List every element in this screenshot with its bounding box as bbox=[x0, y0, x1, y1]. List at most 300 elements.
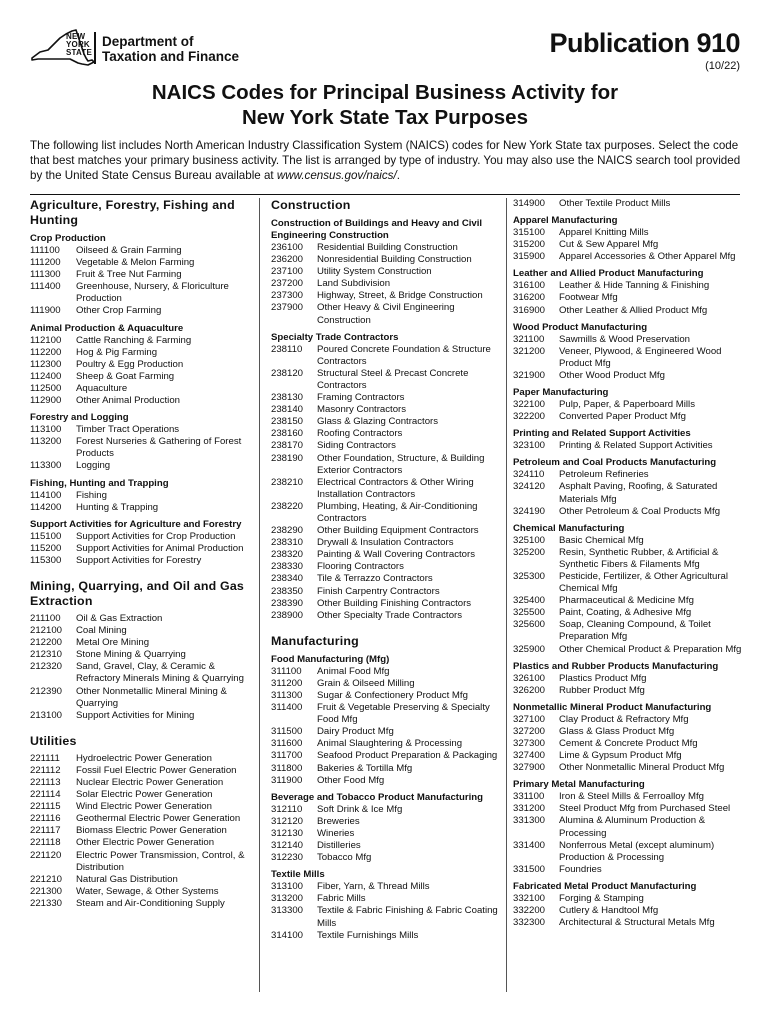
naics-row bbox=[271, 561, 499, 573]
naics-description: Distilleries bbox=[317, 840, 361, 852]
naics-row bbox=[513, 685, 745, 697]
naics-row bbox=[30, 269, 252, 281]
subsector-heading: Wood Product Manufacturing bbox=[513, 321, 648, 333]
naics-code: 311400 bbox=[271, 702, 303, 714]
subsector-heading: Primary Metal Manufacturing bbox=[513, 779, 645, 791]
naics-description: Other Crop Farming bbox=[76, 305, 162, 317]
naics-code: 211100 bbox=[30, 612, 61, 624]
naics-code: 325900 bbox=[513, 643, 546, 655]
naics-code: 237900 bbox=[271, 302, 304, 314]
naics-description: Aquaculture bbox=[76, 382, 128, 394]
naics-description: Textile Furnishings Mills bbox=[317, 929, 419, 941]
naics-code: 325500 bbox=[513, 607, 546, 619]
naics-row bbox=[513, 440, 745, 452]
naics-code: 324190 bbox=[513, 505, 546, 517]
naics-row bbox=[513, 905, 745, 917]
naics-code: 311900 bbox=[271, 774, 303, 786]
naics-row bbox=[30, 555, 252, 567]
naics-row bbox=[271, 678, 499, 690]
naics-row bbox=[513, 198, 745, 210]
naics-code: 322100 bbox=[513, 399, 546, 411]
naics-description: Fiber, Yarn, & Thread Mills bbox=[317, 881, 430, 893]
naics-row bbox=[30, 753, 252, 765]
naics-description: Iron & Steel Mills & Ferroalloy Mfg bbox=[559, 791, 705, 803]
naics-code: 238150 bbox=[271, 416, 304, 428]
naics-description: Converted Paper Product Mfg bbox=[559, 411, 686, 423]
naics-description: Glass & Glass Product Mfg bbox=[559, 725, 675, 737]
naics-description: Petroleum Refineries bbox=[559, 469, 649, 481]
naics-code: 113200 bbox=[30, 436, 62, 448]
naics-description: Pesticide, Fertilizer, & Other Agricultural Chemical Mfg bbox=[559, 570, 729, 595]
naics-row bbox=[30, 613, 252, 625]
naics-row bbox=[513, 714, 745, 726]
naics-row bbox=[30, 436, 252, 460]
naics-code: 112400 bbox=[30, 370, 62, 382]
naics-description: Other Nonmetallic Mineral Product Mfg bbox=[559, 762, 725, 774]
naics-code: 113100 bbox=[30, 424, 62, 436]
naics-description: Other Leather & Allied Product Mfg bbox=[559, 304, 708, 316]
naics-row bbox=[513, 411, 745, 423]
subsector-heading: Leather and Allied Product Manufacturing bbox=[513, 268, 704, 280]
naics-row bbox=[271, 453, 499, 477]
naics-description: Residential Building Construction bbox=[317, 242, 458, 253]
naics-code: 326200 bbox=[513, 684, 546, 696]
naics-description: Basic Chemical Mfg bbox=[559, 534, 644, 546]
naics-description: Pulp, Paper, & Paperboard Mills bbox=[559, 399, 695, 411]
naics-code: 313100 bbox=[271, 881, 304, 893]
naics-row bbox=[513, 840, 745, 864]
naics-row bbox=[271, 404, 499, 416]
naics-row bbox=[513, 893, 745, 905]
naics-code: 311700 bbox=[271, 750, 303, 762]
naics-row bbox=[30, 710, 252, 722]
naics-row bbox=[271, 763, 499, 775]
naics-code: 326100 bbox=[513, 672, 546, 684]
naics-code: 237200 bbox=[271, 278, 304, 290]
naics-description: Wineries bbox=[317, 827, 355, 839]
naics-description: Sugar & Confectionery Product Mfg bbox=[317, 690, 468, 701]
naics-description: Hog & Pig Farming bbox=[76, 346, 158, 358]
naics-code: 238350 bbox=[271, 585, 304, 597]
naics-row bbox=[271, 893, 499, 905]
naics-description: Other Food Mfg bbox=[317, 774, 385, 786]
naics-description: Oil & Gas Extraction bbox=[76, 612, 163, 624]
naics-code: 331500 bbox=[513, 863, 546, 875]
naics-row bbox=[271, 477, 499, 501]
naics-row bbox=[271, 702, 499, 726]
naics-description: Foundries bbox=[559, 863, 602, 875]
naics-row bbox=[513, 917, 745, 929]
naics-row bbox=[271, 586, 499, 598]
naics-code: 221114 bbox=[30, 789, 61, 801]
naics-description: Soap, Cleaning Compound, & Toilet Preparation Mfg bbox=[559, 619, 711, 643]
naics-description: Other Textile Product Mills bbox=[559, 198, 671, 209]
naics-description: Clay Product & Refractory Mfg bbox=[559, 713, 689, 725]
naics-row bbox=[271, 278, 499, 290]
naics-description: Cattle Ranching & Farming bbox=[76, 334, 192, 346]
naics-code: 238140 bbox=[271, 404, 304, 416]
naics-code: 315200 bbox=[513, 239, 546, 251]
section-spacer bbox=[30, 722, 252, 734]
naics-code: 311200 bbox=[271, 677, 303, 689]
naics-description: Fossil Fuel Electric Power Generation bbox=[76, 764, 237, 776]
naics-code: 111400 bbox=[30, 281, 61, 293]
naics-description: Support Activities for Forestry bbox=[76, 554, 202, 566]
naics-row bbox=[513, 399, 745, 411]
naics-row bbox=[271, 290, 499, 302]
naics-code: 311300 bbox=[271, 690, 303, 701]
naics-code: 238290 bbox=[271, 525, 304, 537]
naics-row bbox=[513, 571, 745, 595]
naics-description: Hunting & Trapping bbox=[76, 501, 159, 513]
naics-code: 312140 bbox=[271, 840, 304, 852]
naics-description: Water, Sewage, & Other Systems bbox=[76, 885, 219, 897]
naics-code: 321200 bbox=[513, 345, 546, 357]
logo-state-text: NEW YORK STATE bbox=[66, 32, 93, 57]
naics-code: 238210 bbox=[271, 476, 304, 488]
naics-code: 332300 bbox=[513, 917, 546, 929]
naics-code: 221120 bbox=[30, 849, 62, 861]
naics-row bbox=[30, 490, 252, 502]
naics-description: Tobacco Mfg bbox=[317, 852, 372, 864]
naics-code: 212310 bbox=[30, 649, 63, 661]
naics-description: Masonry Contractors bbox=[317, 404, 407, 416]
naics-row bbox=[271, 501, 499, 525]
naics-row bbox=[30, 371, 252, 383]
column-1 bbox=[30, 198, 252, 910]
naics-row bbox=[271, 428, 499, 440]
naics-description: Fruit & Tree Nut Farming bbox=[76, 269, 182, 281]
naics-row bbox=[271, 440, 499, 452]
naics-description: Other Chemical Product & Preparation Mfg bbox=[559, 643, 742, 655]
naics-code: 237100 bbox=[271, 266, 304, 278]
naics-row bbox=[30, 359, 252, 371]
column-divider bbox=[506, 198, 507, 992]
subsector-heading: Beverage and Tobacco Product Manufacturing bbox=[271, 791, 483, 803]
naics-description: Biomass Electric Power Generation bbox=[76, 825, 227, 837]
naics-row bbox=[271, 690, 499, 702]
naics-code: 316200 bbox=[513, 292, 546, 304]
naics-row bbox=[513, 750, 745, 762]
naics-row bbox=[30, 874, 252, 886]
naics-description: Electric Power Transmission, Control, & Distribution bbox=[76, 849, 245, 873]
naics-row bbox=[271, 804, 499, 816]
naics-row bbox=[271, 549, 499, 561]
naics-row bbox=[271, 254, 499, 266]
naics-row bbox=[30, 765, 252, 777]
naics-description: Hydroelectric Power Generation bbox=[76, 752, 212, 764]
naics-code: 327200 bbox=[513, 725, 546, 737]
column-3 bbox=[513, 198, 745, 929]
naics-description: Land Subdivision bbox=[317, 278, 391, 290]
naics-code: 221111 bbox=[30, 752, 60, 764]
naics-description: Other Electric Power Generation bbox=[76, 837, 215, 849]
naics-row bbox=[271, 573, 499, 585]
naics-code: 221116 bbox=[30, 813, 61, 825]
naics-description: Plumbing, Heating, & Air-Conditioning Contractors bbox=[317, 500, 478, 524]
naics-row bbox=[271, 666, 499, 678]
naics-description: Natural Gas Distribution bbox=[76, 873, 178, 885]
naics-description: Finish Carpentry Contractors bbox=[317, 585, 440, 597]
naics-description: Other Nonmetallic Mineral Mining & Quarrying bbox=[76, 685, 227, 709]
naics-description: Oilseed & Grain Farming bbox=[76, 245, 182, 256]
subsector-heading: Nonmetallic Mineral Product Manufacturing bbox=[513, 701, 712, 713]
naics-row bbox=[30, 383, 252, 395]
naics-row bbox=[30, 460, 252, 472]
naics-row bbox=[513, 346, 745, 370]
naics-code: 322200 bbox=[513, 411, 546, 423]
naics-description: Vegetable & Melon Farming bbox=[76, 257, 195, 269]
naics-row bbox=[513, 791, 745, 803]
naics-code: 327900 bbox=[513, 762, 546, 774]
naics-row bbox=[271, 392, 499, 404]
subsector-heading: Fishing, Hunting and Trapping bbox=[30, 477, 169, 489]
naics-row bbox=[30, 886, 252, 898]
naics-code: 238330 bbox=[271, 561, 304, 573]
naics-row bbox=[30, 789, 252, 801]
naics-code: 212100 bbox=[30, 625, 63, 637]
naics-code: 314900 bbox=[513, 198, 546, 209]
naics-row bbox=[513, 227, 745, 239]
naics-row bbox=[513, 469, 745, 481]
naics-code: 221300 bbox=[30, 885, 63, 897]
naics-description: Nonresidential Building Construction bbox=[317, 254, 472, 266]
naics-code: 238110 bbox=[271, 343, 303, 355]
subsector-heading: Specialty Trade Contractors bbox=[271, 331, 399, 343]
subsector-heading: Printing and Related Support Activities bbox=[513, 428, 691, 440]
naics-code: 316900 bbox=[513, 304, 546, 316]
naics-row bbox=[271, 344, 499, 368]
naics-code: 112100 bbox=[30, 334, 62, 346]
naics-description: Pharmaceutical & Medicine Mfg bbox=[559, 595, 694, 607]
naics-description: Paint, Coating, & Adhesive Mfg bbox=[559, 607, 692, 619]
naics-row bbox=[271, 416, 499, 428]
naics-row bbox=[271, 242, 499, 254]
naics-row bbox=[30, 335, 252, 347]
naics-code: 312230 bbox=[271, 852, 304, 864]
naics-code: 315100 bbox=[513, 227, 546, 239]
naics-code: 221210 bbox=[30, 873, 63, 885]
naics-description: Poultry & Egg Production bbox=[76, 358, 184, 370]
subsector-heading: Apparel Manufacturing bbox=[513, 215, 618, 227]
naics-description: Grain & Oilseed Milling bbox=[317, 677, 415, 689]
subsector-heading: Textile Mills bbox=[271, 869, 325, 881]
naics-code: 238340 bbox=[271, 573, 304, 585]
naics-code: 115200 bbox=[30, 542, 62, 554]
naics-description: Other Foundation, Structure, & Building Exterior Contractors bbox=[317, 452, 485, 476]
naics-description: Steel Product Mfg from Purchased Steel bbox=[559, 803, 731, 815]
naics-row bbox=[30, 502, 252, 514]
naics-code: 238220 bbox=[271, 500, 304, 512]
naics-description: Logging bbox=[76, 460, 111, 472]
naics-description: Bakeries & Tortilla Mfg bbox=[317, 762, 413, 774]
naics-code: 331100 bbox=[513, 791, 545, 803]
naics-code: 221113 bbox=[30, 777, 61, 788]
naics-description: Other Heavy & Civil Engineering Construction bbox=[317, 302, 455, 326]
naics-row bbox=[30, 813, 252, 825]
naics-code: 236200 bbox=[271, 254, 304, 266]
naics-description: Printing & Related Support Activities bbox=[559, 440, 713, 452]
naics-description: Stone Mining & Quarrying bbox=[76, 649, 186, 661]
naics-code: 238900 bbox=[271, 609, 304, 621]
naics-code: 332200 bbox=[513, 905, 546, 917]
naics-description: Steam and Air-Conditioning Supply bbox=[76, 897, 225, 909]
naics-description: Other Wood Product Mfg bbox=[559, 369, 665, 381]
naics-description: Soft Drink & Ice Mfg bbox=[317, 803, 403, 815]
naics-description: Animal Food Mfg bbox=[317, 665, 390, 677]
naics-description: Glass & Glazing Contractors bbox=[317, 416, 439, 428]
naics-description: Support Activities for Animal Production bbox=[76, 542, 244, 554]
naics-code: 321900 bbox=[513, 369, 546, 381]
naics-row bbox=[513, 644, 745, 656]
naics-row bbox=[271, 775, 499, 787]
naics-description: Textile & Fabric Finishing & Fabric Coating Mills bbox=[317, 905, 498, 929]
naics-code: 312110 bbox=[271, 803, 303, 815]
naics-code: 327400 bbox=[513, 750, 546, 762]
industry-heading: Utilities bbox=[30, 733, 77, 748]
naics-row bbox=[271, 726, 499, 738]
naics-description: Tile & Terrazzo Contractors bbox=[317, 573, 433, 585]
naics-description: Nonferrous Metal (except aluminum) Production & Processing bbox=[559, 839, 715, 863]
naics-row bbox=[513, 864, 745, 876]
naics-code: 112200 bbox=[30, 346, 62, 358]
naics-code: 331300 bbox=[513, 815, 546, 827]
naics-code: 238390 bbox=[271, 597, 304, 609]
naics-row bbox=[30, 686, 252, 710]
naics-code: 238160 bbox=[271, 428, 304, 440]
naics-description: Alumina & Aluminum Production & Processing bbox=[559, 815, 706, 839]
naics-row bbox=[30, 625, 252, 637]
subsector-heading: Animal Production & Aquaculture bbox=[30, 322, 184, 334]
naics-code: 238310 bbox=[271, 537, 304, 549]
naics-row bbox=[30, 777, 252, 789]
naics-description: Fishing bbox=[76, 489, 107, 501]
naics-description: Utility System Construction bbox=[317, 266, 432, 278]
naics-row bbox=[30, 347, 252, 359]
subsector-heading: Fabricated Metal Product Manufacturing bbox=[513, 880, 697, 892]
industry-heading: Manufacturing bbox=[271, 633, 359, 648]
naics-code: 325100 bbox=[513, 534, 546, 546]
naics-row bbox=[513, 481, 745, 505]
naics-description: Sheep & Goat Farming bbox=[76, 370, 175, 382]
section-spacer bbox=[30, 567, 252, 579]
subsector-heading: Forestry and Logging bbox=[30, 412, 129, 424]
document-title: NAICS Codes for Principal Business Activity for New York State Tax Purposes bbox=[151, 81, 619, 129]
naics-description: Footwear Mfg bbox=[559, 292, 618, 304]
census-link[interactable]: www.census.gov/naics/ bbox=[276, 169, 397, 182]
naics-code: 325400 bbox=[513, 595, 546, 607]
naics-row bbox=[30, 395, 252, 407]
naics-code: 111100 bbox=[30, 245, 60, 256]
naics-description: Apparel Accessories & Other Apparel Mfg bbox=[559, 251, 736, 263]
naics-row bbox=[513, 370, 745, 382]
naics-row bbox=[513, 334, 745, 346]
logo-divider bbox=[94, 32, 96, 64]
subsector-heading: Support Activities for Agriculture and Forestry bbox=[30, 518, 242, 530]
naics-code: 221330 bbox=[30, 897, 63, 909]
naics-description: Other Specialty Trade Contractors bbox=[317, 609, 463, 621]
naics-description: Electrical Contractors & Other Wiring Installation Contractors bbox=[317, 476, 474, 500]
industry-heading: Construction bbox=[271, 198, 351, 212]
naics-row bbox=[30, 837, 252, 849]
naics-code: 324120 bbox=[513, 481, 546, 493]
subsector-heading: Food Manufacturing (Mfg) bbox=[271, 653, 390, 665]
naics-code: 332100 bbox=[513, 892, 546, 904]
naics-description: Fruit & Vegetable Preserving & Specialty Food Mfg bbox=[317, 702, 490, 726]
subsector-heading: Paper Manufacturing bbox=[513, 387, 609, 399]
naics-row bbox=[513, 673, 745, 685]
intro-paragraph: The following list includes North American Industry Classification System (NAICS) codes for New York State tax purposes. Select the code that best matches your primary business activity. The list is arranged by type of industry. You may also use the NAICS search tool provided by the United State Census Bureau available at www.census.gov/naics/. bbox=[30, 139, 741, 182]
naics-row bbox=[271, 598, 499, 610]
naics-row bbox=[513, 815, 745, 839]
naics-description: Highway, Street, & Bridge Construction bbox=[317, 290, 483, 302]
naics-row bbox=[30, 531, 252, 543]
naics-code: 212200 bbox=[30, 637, 63, 649]
naics-code: 238130 bbox=[271, 392, 304, 404]
naics-row bbox=[271, 525, 499, 537]
naics-description: Cement & Concrete Product Mfg bbox=[559, 738, 698, 749]
naics-row bbox=[30, 245, 252, 257]
naics-code: 327100 bbox=[513, 713, 546, 725]
naics-row bbox=[271, 930, 499, 942]
naics-code: 238190 bbox=[271, 452, 304, 464]
naics-code: 313300 bbox=[271, 905, 304, 917]
naics-description: Coal Mining bbox=[76, 625, 127, 637]
naics-row bbox=[513, 305, 745, 317]
naics-code: 112300 bbox=[30, 358, 62, 370]
naics-description: Other Animal Production bbox=[76, 395, 180, 407]
naics-description: Timber Tract Operations bbox=[76, 424, 180, 436]
naics-code: 311500 bbox=[271, 726, 303, 738]
naics-code: 212390 bbox=[30, 685, 63, 697]
column-divider bbox=[259, 198, 260, 992]
naics-description: Geothermal Electric Power Generation bbox=[76, 813, 241, 825]
naics-row bbox=[271, 266, 499, 278]
naics-code: 238170 bbox=[271, 440, 304, 452]
section-spacer bbox=[271, 622, 499, 634]
naics-row bbox=[271, 610, 499, 622]
naics-row bbox=[271, 302, 499, 326]
naics-row bbox=[513, 762, 745, 774]
naics-code: 331200 bbox=[513, 803, 546, 815]
naics-code: 115300 bbox=[30, 554, 62, 566]
naics-row bbox=[513, 738, 745, 750]
naics-description: Cut & Sew Apparel Mfg bbox=[559, 239, 659, 251]
nys-logo bbox=[30, 28, 250, 68]
naics-code: 236100 bbox=[271, 242, 304, 253]
naics-row bbox=[513, 280, 745, 292]
subsector-heading: Chemical Manufacturing bbox=[513, 522, 625, 534]
naics-code: 324110 bbox=[513, 469, 545, 481]
naics-code: 114200 bbox=[30, 501, 62, 513]
naics-description: Flooring Contractors bbox=[317, 561, 404, 573]
naics-description: Metal Ore Mining bbox=[76, 637, 150, 649]
naics-row bbox=[513, 535, 745, 547]
naics-code: 237300 bbox=[271, 290, 304, 302]
naics-description: Nuclear Electric Power Generation bbox=[76, 777, 224, 788]
naics-row bbox=[30, 543, 252, 555]
naics-row bbox=[271, 368, 499, 392]
naics-row bbox=[271, 537, 499, 549]
naics-description: Animal Slaughtering & Processing bbox=[317, 738, 463, 750]
naics-row bbox=[30, 850, 252, 874]
publication-title: Publication 910 bbox=[549, 28, 740, 58]
naics-row bbox=[30, 801, 252, 813]
naics-row bbox=[271, 816, 499, 828]
naics-row bbox=[513, 292, 745, 304]
naics-code: 221112 bbox=[30, 764, 61, 776]
naics-row bbox=[513, 803, 745, 815]
